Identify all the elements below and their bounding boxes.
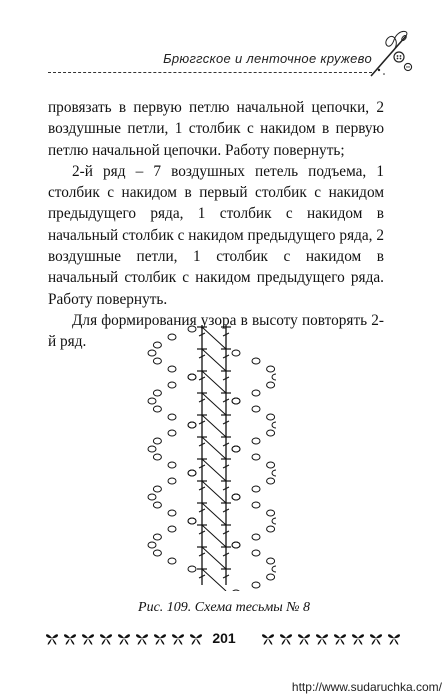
needle-thread-buttons-icon: [368, 30, 414, 80]
running-title: Брюггское и ленточное кружево: [163, 51, 372, 66]
page-footer: [46, 626, 402, 650]
page-header: [46, 30, 416, 82]
page-number: 201: [209, 630, 238, 646]
header-rule: [48, 72, 372, 73]
figure-caption: Рис. 109. Схема тесьмы № 8: [138, 600, 310, 615]
body-text: [48, 97, 384, 353]
paragraph: Для формирования узора в высоту повторять 2-й ряд.: [48, 311, 384, 351]
paragraph: 2-й ряд – 7 воздушных петель подъема, 1 столбик с накидом в первый столбик с накидом предыдущего ряда, 1 столбик с накидом в начальный столбик с накидом предыдущего ряда, 2 воздушные петли, 1 столбик с накидом в начальный столбик с накидом предыдущего ряда. Работу повернуть.: [48, 162, 384, 308]
paragraph: провязать в первую петлю начальной цепочки, 2 воздушные петли, 1 столбик с накидом в первую петлю начальной цепочки. Работу повернуть;: [48, 99, 384, 159]
watermark-url: http://www.sudaruchka.com/: [291, 680, 442, 694]
crochet-chart-icon: [146, 319, 276, 591]
